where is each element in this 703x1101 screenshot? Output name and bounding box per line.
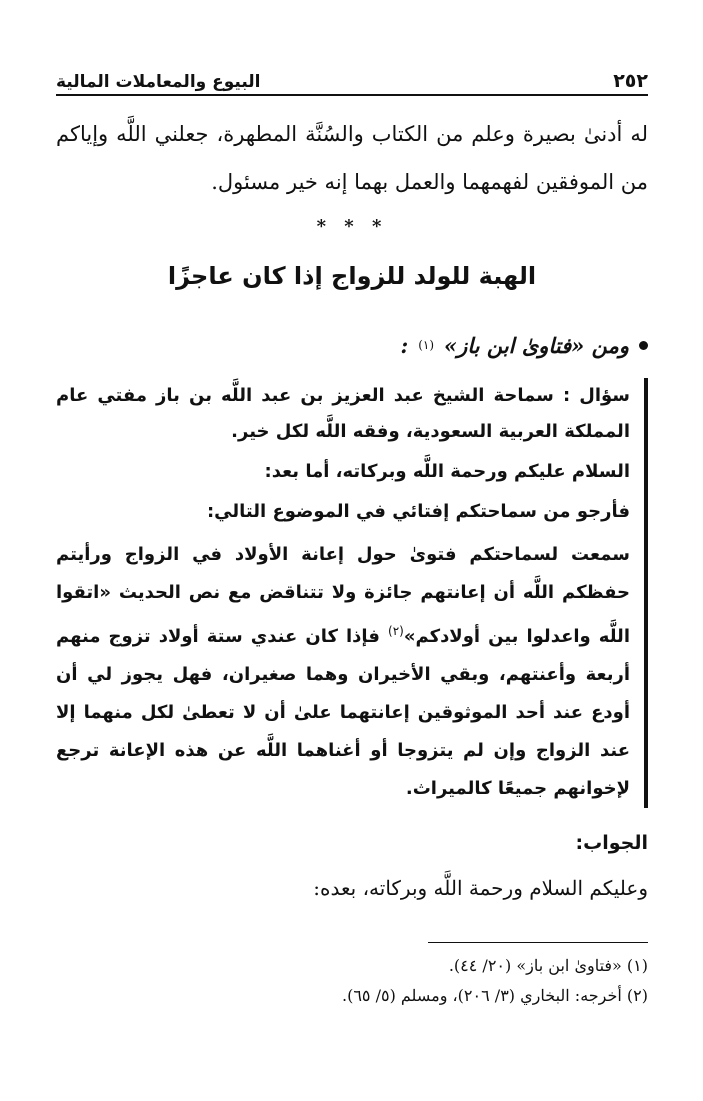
footnote-rule: [428, 942, 648, 943]
footnotes: [56, 951, 648, 1011]
question-request: فأرجو من سماحتكم إفتائي في الموضوع التالي:: [206, 501, 630, 522]
source-line: [56, 326, 648, 364]
page-header: [56, 58, 648, 92]
answer-text: وعليكم السلام ورحمة اللَّه وبركاته، بعده:: [313, 876, 648, 900]
section-heading: الهبة للولد للزواج إذا كان عاجزًا: [167, 262, 537, 290]
footnote-ref-2: (٢): [388, 624, 404, 638]
source-suffix: :: [400, 332, 409, 358]
running-title: البيوع والمعاملات المالية: [56, 72, 261, 92]
intro-paragraph: له أدنىٰ بصيرة وعلم من الكتاب والسُنَّة المطهرة، جعلني اللَّه وإياكم من الموفقين لفهمهما والعمل بهما إنه خير مسئول.: [56, 122, 648, 194]
header-rule: [56, 94, 648, 96]
footnote-ref-1: (١): [418, 338, 435, 352]
question-body-part2: فإذا كان عندي ستة أولاد تزوج منهم أربعة وأعنتهم، وبقي الأخيران وهما صغيران، فهل يجوز لي أن أودع عند أحد الموثوقين إعانتهما علىٰ أن لا تعطىٰ لكل منهما إلا عند الزواج وإن لم يتزوجا أو أغناهما اللَّه عن هذه الإعانة ترجع لإخوانهم جميعًا كالميراث.: [56, 626, 630, 799]
question-body-part1: سمعت لسماحتكم فتوىٰ حول إعانة الأولاد في الزواج ورأيتم حفظكم اللَّه أن إعانتهم جائزة ولا تتناقض مع نص الحديث «اتقوا اللَّه واعدلوا بين أولادكم»: [56, 544, 630, 647]
answer-label: الجواب:: [575, 832, 648, 854]
bullet-icon: [639, 341, 648, 350]
section-separator: * * *: [316, 216, 388, 237]
question-intro: سؤال : سماحة الشيخ عبد العزيز بن عبد اللَّه بن باز مفتي عام المملكة العربية السعودية، وفقه اللَّه لكل خير.: [56, 385, 630, 442]
book-page: [56, 58, 648, 1068]
question-greeting: السلام عليكم ورحمة اللَّه وبركاته، أما بعد:: [264, 461, 630, 482]
footnote-2: (٢) أخرجه: البخاري (٣/ ٢٠٦)، ومسلم (٥/ ٦٥).: [341, 986, 648, 1005]
source-prefix: ومن «فتاوىٰ ابن باز»: [444, 332, 629, 358]
footnote-1: (١) «فتاوىٰ ابن باز» (٢٠/ ٤٤).: [448, 956, 648, 975]
question-body: [56, 536, 630, 808]
page-number: ٢٥٢: [613, 70, 648, 92]
question-block: [56, 378, 648, 808]
